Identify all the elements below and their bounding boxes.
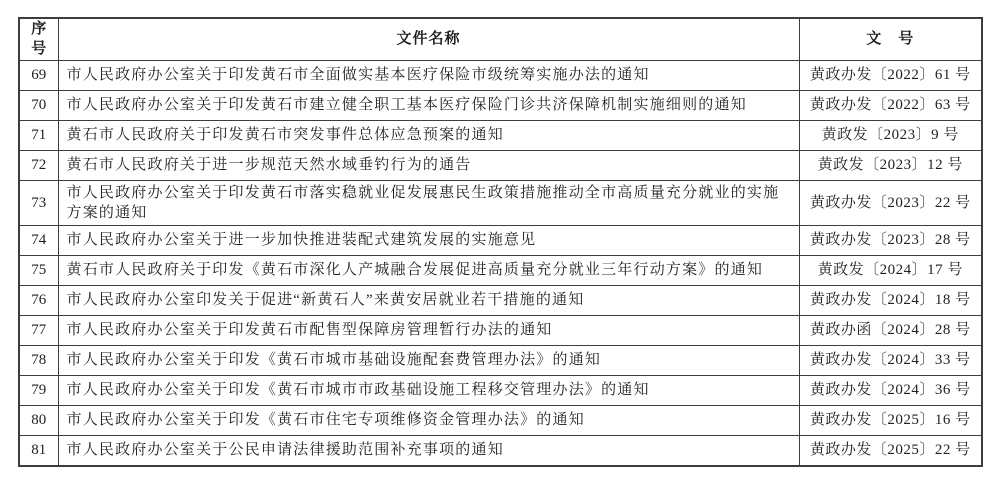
title-cell: 黄石市人民政府关于印发黄石市突发事件总体应急预案的通知 — [58, 120, 799, 150]
docnum-cell: 黄政办发〔2024〕36 号 — [799, 376, 982, 406]
table-row — [19, 376, 982, 406]
title-cell: 黄石市人民政府关于进一步规范天然水域垂钓行为的通告 — [58, 150, 799, 180]
title-cell: 市人民政府办公室关于印发黄石市全面做实基本医疗保险市级统筹实施办法的通知 — [58, 60, 799, 90]
serial-cell: 76 — [19, 286, 58, 316]
serial-cell: 73 — [19, 180, 58, 226]
title-cell: 市人民政府办公室关于公民申请法律援助范围补充事项的通知 — [58, 436, 799, 466]
table-body — [19, 60, 982, 466]
title-cell: 市人民政府办公室关于印发《黄石市城市市政基础设施工程移交管理办法》的通知 — [58, 376, 799, 406]
serial-cell: 78 — [19, 346, 58, 376]
docnum-cell: 黄政办发〔2024〕33 号 — [799, 346, 982, 376]
docnum-cell: 黄政办发〔2024〕18 号 — [799, 286, 982, 316]
docnum-cell: 黄政办发〔2023〕22 号 — [799, 180, 982, 226]
docnum-cell: 黄政发〔2023〕12 号 — [799, 150, 982, 180]
title-cell: 市人民政府办公室关于印发黄石市落实稳就业促发展惠民生政策措施推动全市高质量充分就业的实施方案的通知 — [58, 180, 799, 226]
serial-cell: 70 — [19, 90, 58, 120]
docnum-cell: 黄政办发〔2022〕61 号 — [799, 60, 982, 90]
serial-cell: 77 — [19, 316, 58, 346]
title-cell: 市人民政府办公室关于进一步加快推进装配式建筑发展的实施意见 — [58, 226, 799, 256]
serial-cell: 69 — [19, 60, 58, 90]
header-row — [19, 18, 982, 60]
docnum-cell: 黄政办发〔2025〕16 号 — [799, 406, 982, 436]
title-cell: 市人民政府办公室关于印发《黄石市城市基础设施配套费管理办法》的通知 — [58, 346, 799, 376]
docnum-cell: 黄政发〔2023〕9 号 — [799, 120, 982, 150]
table-header — [19, 18, 982, 60]
table-row — [19, 406, 982, 436]
table-row — [19, 286, 982, 316]
docnum-cell: 黄政办发〔2022〕63 号 — [799, 90, 982, 120]
serial-cell: 74 — [19, 226, 58, 256]
document-table-container — [18, 17, 981, 467]
title-cell: 黄石市人民政府关于印发《黄石市深化人产城融合发展促进高质量充分就业三年行动方案》的通知 — [58, 256, 799, 286]
table-row — [19, 180, 982, 226]
header-doc-number: 文 号 — [799, 18, 982, 60]
title-cell: 市人民政府办公室关于印发黄石市建立健全职工基本医疗保险门诊共济保障机制实施细则的通知 — [58, 90, 799, 120]
header-serial-label: 序号 — [31, 21, 47, 58]
table-row — [19, 60, 982, 90]
docnum-cell: 黄政办函〔2024〕28 号 — [799, 316, 982, 346]
title-cell: 市人民政府办公室关于印发黄石市配售型保障房管理暂行办法的通知 — [58, 316, 799, 346]
title-cell: 市人民政府办公室关于印发《黄石市住宅专项维修资金管理办法》的通知 — [58, 406, 799, 436]
docnum-cell: 黄政办发〔2023〕28 号 — [799, 226, 982, 256]
table-row — [19, 316, 982, 346]
document-list-table — [18, 17, 983, 467]
serial-cell: 80 — [19, 406, 58, 436]
serial-cell: 75 — [19, 256, 58, 286]
serial-cell: 71 — [19, 120, 58, 150]
table-row — [19, 150, 982, 180]
serial-cell: 72 — [19, 150, 58, 180]
serial-cell: 81 — [19, 436, 58, 466]
table-row — [19, 226, 982, 256]
table-row — [19, 256, 982, 286]
table-row — [19, 90, 982, 120]
table-row — [19, 346, 982, 376]
header-title: 文件名称 — [58, 18, 799, 60]
title-cell: 市人民政府办公室印发关于促进“新黄石人”来黄安居就业若干措施的通知 — [58, 286, 799, 316]
serial-cell: 79 — [19, 376, 58, 406]
docnum-cell: 黄政发〔2024〕17 号 — [799, 256, 982, 286]
header-serial — [19, 18, 58, 60]
table-row — [19, 120, 982, 150]
table-row — [19, 436, 982, 466]
docnum-cell: 黄政办发〔2025〕22 号 — [799, 436, 982, 466]
